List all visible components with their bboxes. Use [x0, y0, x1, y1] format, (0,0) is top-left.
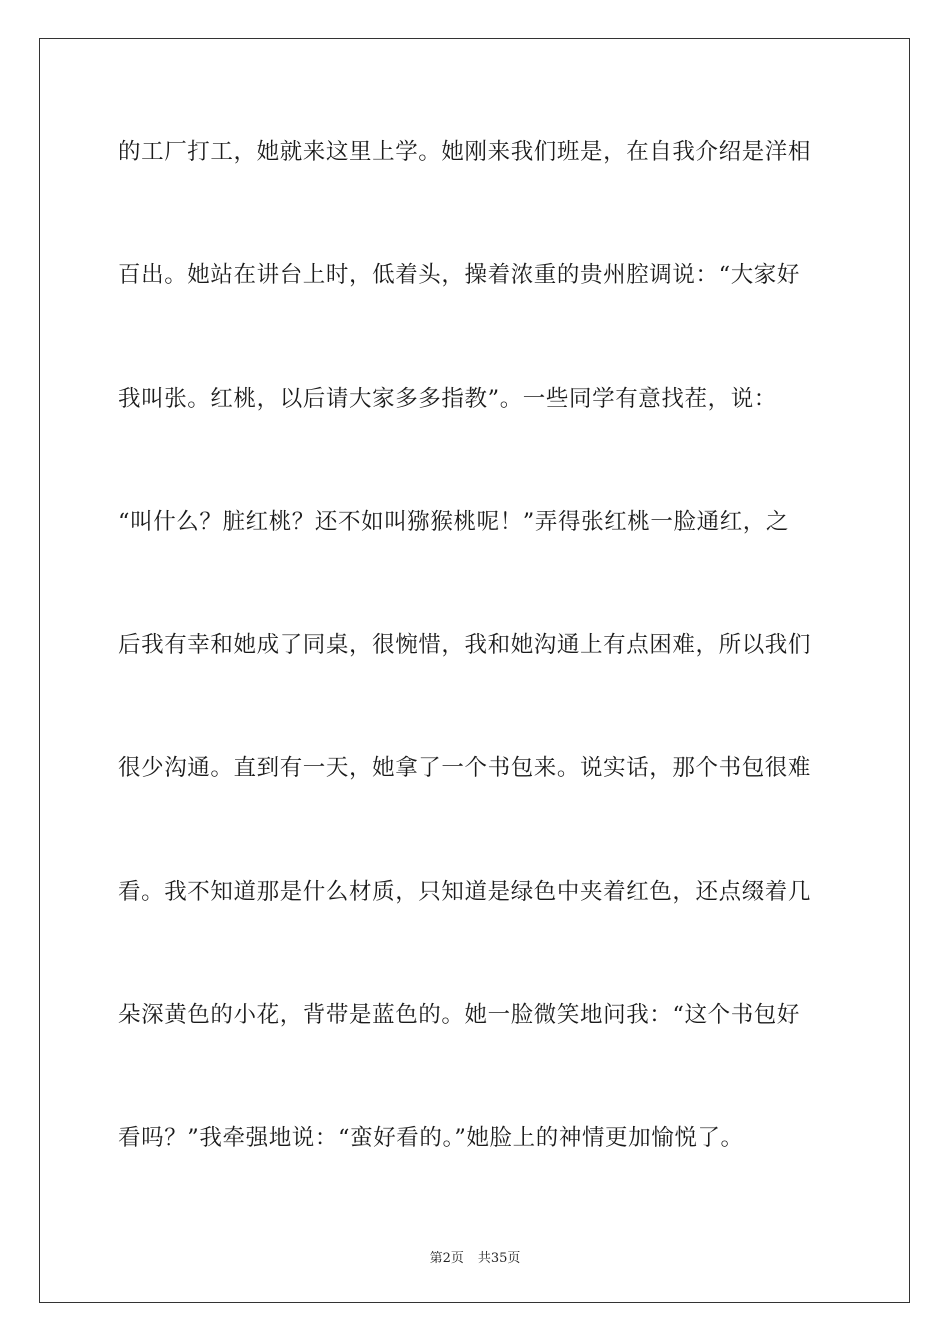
- current-page-number: 第2页: [429, 1251, 464, 1266]
- total-page-count: 共35页: [477, 1251, 521, 1266]
- text-line: 看吗？”我牵强地说：“蛮好看的。”她脸上的神情更加愉悦了。: [118, 1125, 744, 1152]
- document-body: [118, 126, 832, 1236]
- text-line: 的工厂打工，她就来这里上学。她刚来我们班是，在自我介绍是洋相: [118, 139, 812, 165]
- text-line: 看。我不知道那是什么材质，只知道是绿色中夹着红色，还点缀着几: [118, 878, 812, 905]
- text-line: 很少沟通。直到有一天，她拿了一个书包来。说实话，那个书包很难: [118, 755, 812, 782]
- text-line: 我叫张。红桃，以后请大家多多指教”。一些同学有意找茬，说：: [118, 385, 777, 412]
- text-line: 朵深黄色的小花，背带是蓝色的。她一脸微笑地问我：“这个书包好: [118, 1002, 801, 1029]
- text-line: “叫什么？脏红桃？还不如叫猕猴桃呢！”弄得张红桃一脸通红，之: [118, 508, 790, 535]
- text-line: 后我有幸和她成了同桌，很惋惜，我和她沟通上有点困难，所以我们: [118, 632, 812, 659]
- page-footer: [0, 1247, 950, 1266]
- text-line: 百出。她站在讲台上时，低着头，操着浓重的贵州腔调说：“大家好: [118, 262, 801, 289]
